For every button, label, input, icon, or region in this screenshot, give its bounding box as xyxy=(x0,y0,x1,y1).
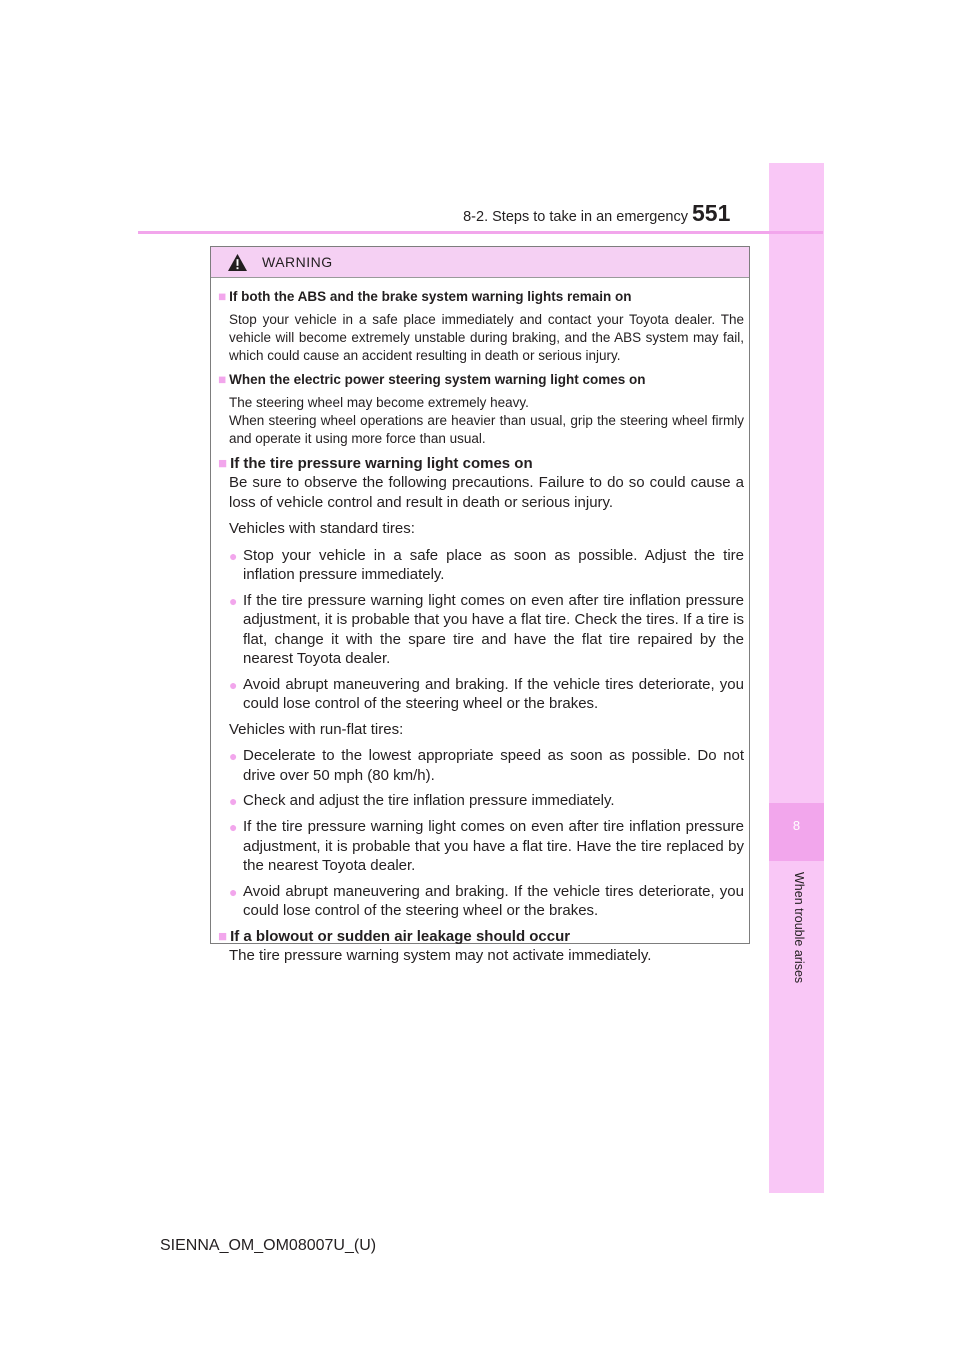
list-item xyxy=(229,546,744,585)
list-item xyxy=(229,817,744,876)
list-item-text: If the tire pressure warning light comes on even after tire inflation pressure adjustment, it is probable that you have a flat tire. Check the tires. If a tire is flat, change it with the spare tire and have the flat tire repaired by the nearest Toyota dealer. xyxy=(243,591,744,667)
warning-label: WARNING xyxy=(262,254,333,270)
label-runflat-tires: Vehicles with run-flat tires: xyxy=(229,720,404,738)
circle-bullet-icon: ● xyxy=(229,819,238,835)
header-rule xyxy=(138,231,823,234)
circle-bullet-icon: ● xyxy=(229,748,238,764)
heading-tpws-text: If the tire pressure warning light comes on xyxy=(230,455,533,472)
chapter-side-tab xyxy=(769,163,824,1193)
page-number: 551 xyxy=(692,200,731,226)
heading-eps xyxy=(218,371,744,388)
list-item xyxy=(229,746,744,785)
circle-bullet-icon: ● xyxy=(229,793,238,809)
heading-blowout xyxy=(218,927,744,946)
square-bullet-icon: ■ xyxy=(218,289,227,304)
paragraph-abs: Stop your vehicle in a safe place immediately and contact your Toyota dealer. The vehicle will become extremely unstable during braking, and the ABS system may fail, which could cause an accident resulting in death or serious injury. xyxy=(229,312,744,363)
list-item-text: Avoid abrupt maneuvering and braking. If the vehicle tires deteriorate, you could lose control of the steering wheel or the brakes. xyxy=(243,882,744,919)
list-item xyxy=(229,591,744,669)
warning-triangle-icon xyxy=(227,253,248,272)
heading-blowout-text: If a blowout or sudden air leakage should occur xyxy=(230,927,571,945)
list-item-text: Stop your vehicle in a safe place as soon as possible. Adjust the tire inflation pressure immediately. xyxy=(243,546,744,583)
list-item-text: If the tire pressure warning light comes on even after tire inflation pressure adjustment, it is probable that you have a flat tire. Have the tire replaced by the nearest Toyota dealer. xyxy=(243,818,744,874)
list-item-text: Check and adjust the tire inflation pressure immediately. xyxy=(243,792,615,809)
circle-bullet-icon: ● xyxy=(229,883,238,900)
paragraph-blowout: The tire pressure warning system may not activate immediately. xyxy=(229,946,652,964)
list-item xyxy=(229,675,744,714)
chapter-title: When trouble arises xyxy=(792,872,806,984)
heading-tpws xyxy=(218,454,744,473)
paragraph-eps-2: When steering wheel operations are heavier than usual, grip the steering wheel firmly and operate it using more force than usual. xyxy=(229,413,744,446)
heading-abs-text: If both the ABS and the brake system warning lights remain on xyxy=(229,289,632,304)
warning-body xyxy=(211,278,749,965)
section-title: 8-2. Steps to take in an emergency xyxy=(463,209,688,225)
square-bullet-icon: ■ xyxy=(218,372,227,387)
circle-bullet-icon: ● xyxy=(229,547,238,564)
square-bullet-icon: ■ xyxy=(218,455,228,472)
list-item-text: Avoid abrupt maneuvering and braking. If the vehicle tires deteriorate, you could lose control of the steering wheel or the brakes. xyxy=(243,675,744,712)
warning-header xyxy=(211,247,749,278)
paragraph-eps-1: The steering wheel may become extremely heavy. xyxy=(229,395,529,410)
list-item-text: Decelerate to the lowest appropriate speed as soon as possible. Do not drive over 50 mph (80 km/h). xyxy=(243,747,744,784)
heading-abs xyxy=(218,288,744,305)
square-bullet-icon: ■ xyxy=(218,927,228,945)
heading-eps-text: When the electric power steering system warning light comes on xyxy=(229,372,646,387)
chapter-number: 8 xyxy=(792,818,801,833)
document-code: SIENNA_OM_OM08007U_(U) xyxy=(160,1237,377,1254)
circle-bullet-icon: ● xyxy=(229,676,238,693)
label-standard-tires: Vehicles with standard tires: xyxy=(229,520,415,537)
list-item xyxy=(229,882,744,921)
warning-box xyxy=(210,246,750,964)
circle-bullet-icon: ● xyxy=(229,592,238,609)
paragraph-tpws-intro: Be sure to observe the following precautions. Failure to do so could cause a loss of vehicle control and result in death or serious injury. xyxy=(229,474,744,511)
list-item xyxy=(229,791,744,811)
